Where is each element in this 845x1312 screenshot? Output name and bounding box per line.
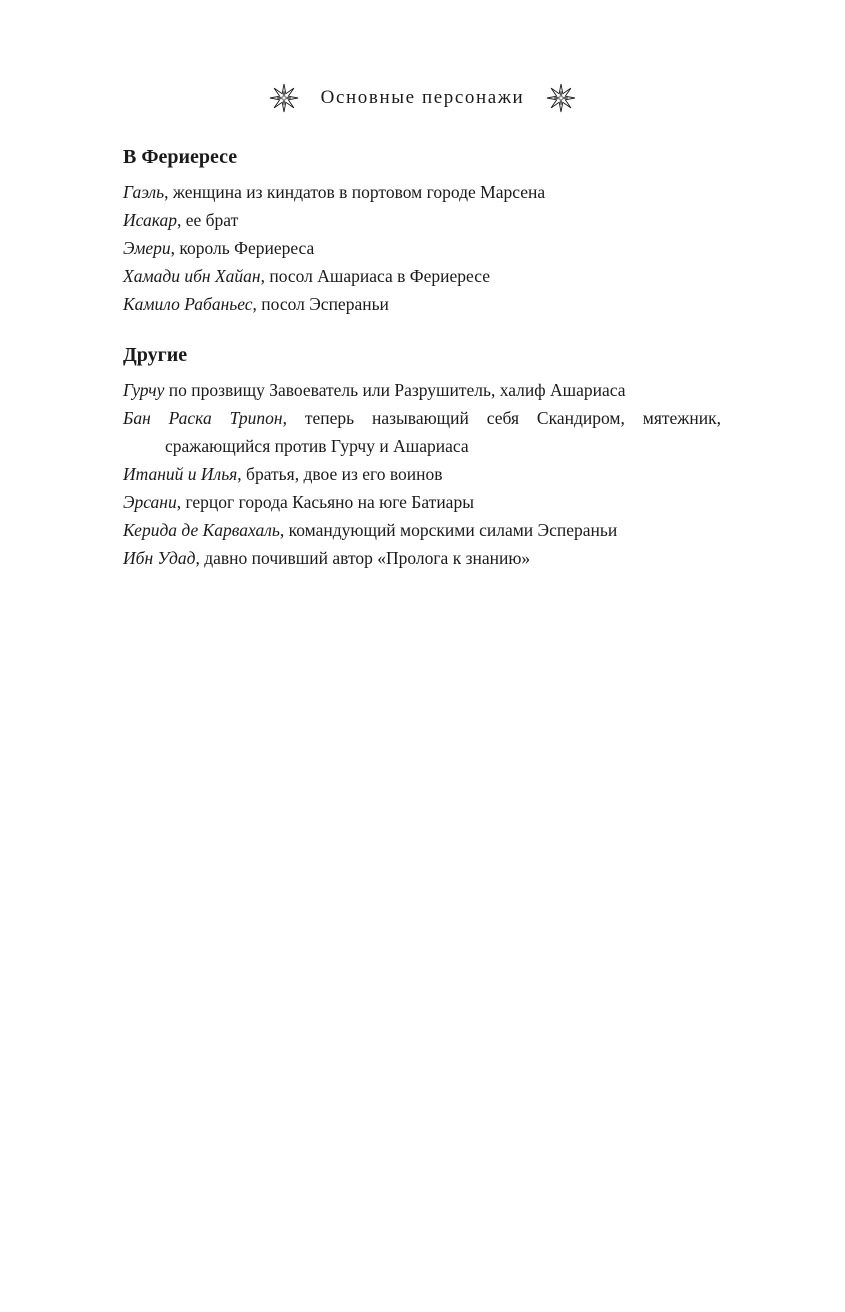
character-description: , теперь называющий себя Скандиром, мятежник, сражающийся против Гурчу и Ашариаса [165, 408, 721, 456]
character-entry [123, 516, 721, 544]
section-others [123, 342, 721, 572]
character-entry [123, 178, 721, 206]
character-entry [123, 460, 721, 488]
character-entry [123, 290, 721, 318]
character-name: Эрсани [123, 492, 177, 512]
section-heading: В Фериересе [123, 146, 238, 168]
character-description: по прозвищу Завоеватель или Разрушитель, халиф Ашариаса [164, 380, 626, 400]
character-name: Хамади ибн Хайан [123, 266, 261, 286]
compass-star-icon [546, 83, 576, 113]
character-list [123, 144, 721, 572]
character-entry [123, 206, 721, 234]
character-name: Керида де Карвахаль [123, 520, 280, 540]
page-title: Основные персонажи [320, 87, 525, 108]
character-description: , женщина из киндатов в портовом городе Марсена [164, 182, 546, 202]
character-name: Гаэль [123, 182, 165, 202]
character-description: , король Фериереса [170, 238, 315, 258]
character-entry [123, 404, 721, 460]
character-entry [123, 376, 721, 404]
character-name: Итаний и Илья [123, 464, 238, 484]
character-name: Гурчу [123, 380, 165, 400]
character-entry [123, 488, 721, 516]
character-description: , герцог города Касьяно на юге Батиары [176, 492, 474, 512]
character-description: , посол Эсперaньи [252, 294, 389, 314]
character-name: Бан Раска Трипон [123, 408, 283, 428]
character-entry [123, 262, 721, 290]
page-header [0, 78, 845, 118]
character-name: Исакар [123, 210, 177, 230]
character-description: , посол Ашариаса в Фериересе [260, 266, 490, 286]
character-description: , давно почивший автор «Пролога к знанию» [195, 548, 531, 568]
character-name: Ибн Удад [123, 548, 196, 568]
character-description: , братья, двое из его воинов [237, 464, 443, 484]
character-description: , ее брат [176, 210, 239, 230]
section-fereres [123, 144, 721, 318]
character-name: Камило Рабаньес [123, 294, 253, 314]
character-description: , командующий морскими силами Эсперaньи [279, 520, 618, 540]
section-heading: Другие [123, 344, 188, 366]
character-entry [123, 544, 721, 572]
compass-star-icon [269, 83, 299, 113]
character-entry [123, 234, 721, 262]
character-name: Эмери [123, 238, 171, 258]
